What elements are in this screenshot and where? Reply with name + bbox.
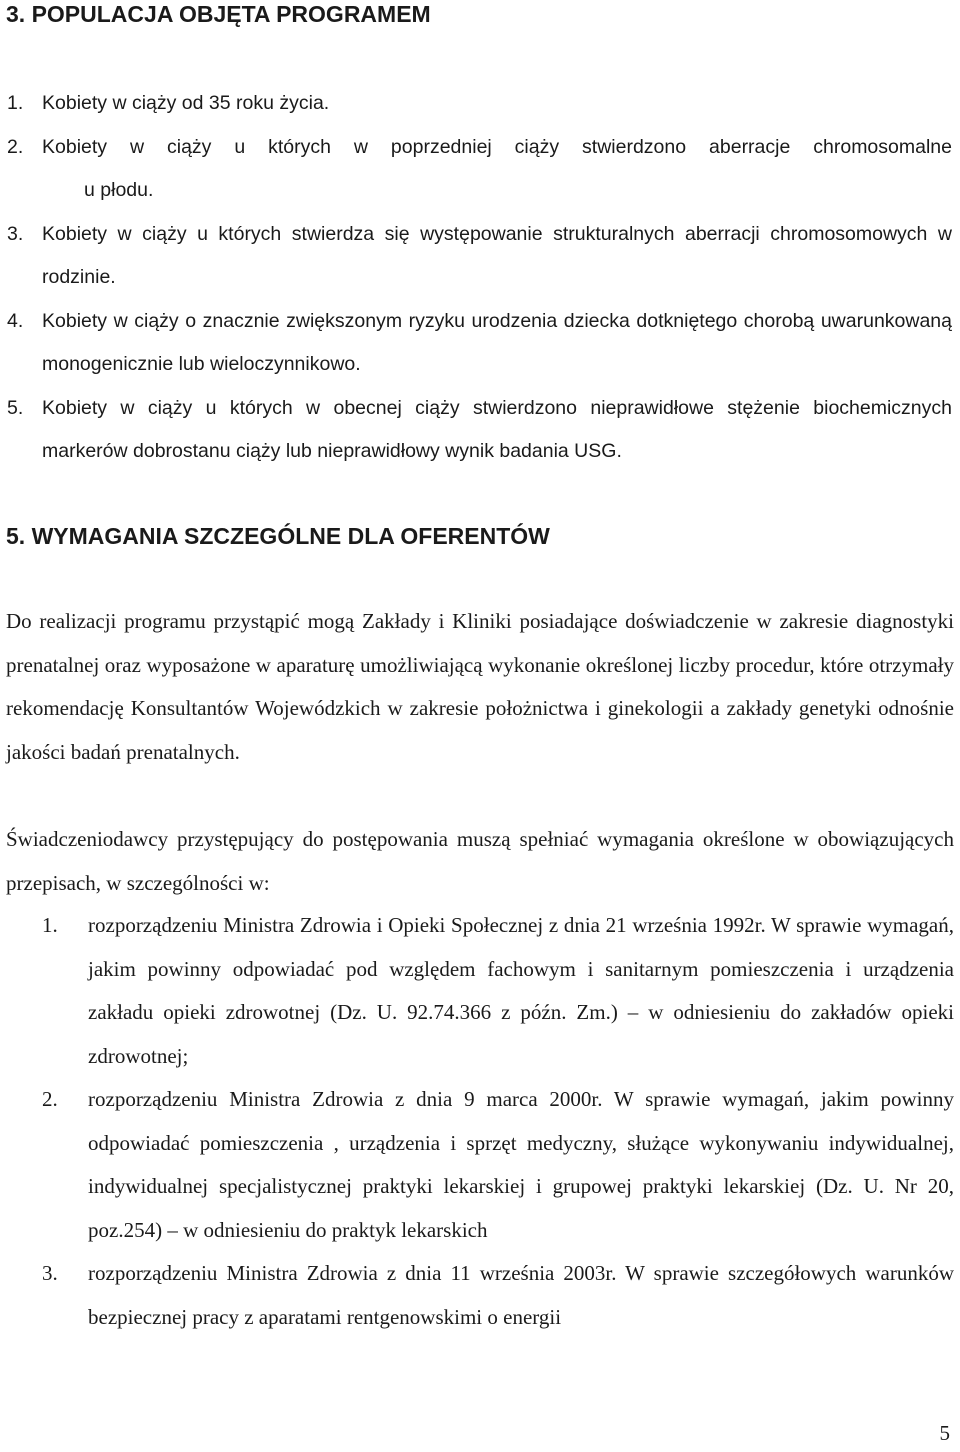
population-list [0,82,960,474]
page-number: 5 [939,1421,950,1445]
list-item [0,169,960,213]
list-item-number: 2. [42,1087,58,1111]
list-item-continuation: u płodu. [84,179,154,201]
list-item [0,300,960,387]
list-item-number: 1. [42,913,58,937]
list-item-number: 3. [42,1261,58,1285]
list-item-number: 4. [7,309,24,332]
paragraph-requirements: Do realizacji programu przystąpić mogą Zakłady i Kliniki posiadające doświadczenie w zakresie diagnostyki prenatalnej oraz wyposażone w aparaturę umożliwiającą wykonanie określonej liczby procedur, które otrzymały rekomendację Konsultantów Wojewódzkich w zakresie położnictwa i ginekologii a zakłady genetyki odnośnie jakości badań prenatalnych. [6,609,954,764]
list-item-text: rozporządzeniu Ministra Zdrowia i Opieki Społecznej z dnia 21 września 1992r. W sprawie wymagań, jakim powinny odpowiadać pod względem fachowym i sanitarnym pomieszczenia i urządzenia zakładu opieki zdrowotnej (Dz. U. 92.74.366 z późn. Zm.) – w odniesieniu do zakładów opieki zdrowotnej; [88,913,954,1068]
section-heading-requirements: 5. WYMAGANIA SZCZEGÓLNE DLA OFERENTÓW [6,523,550,549]
list-item-text: Kobiety w ciąży u których w poprzedniej ciąży stwierdzono aberracje chromosomalne [42,135,952,158]
list-item-number: 5. [7,396,24,419]
list-item-text: Kobiety w ciąży u których w obecnej ciąży stwierdzono nieprawidłowe stężenie biochemicznych markerów dobrostanu ciąży lub nieprawidłowy wynik badania USG. [42,396,952,462]
list-item [0,1252,960,1339]
list-item [0,126,960,170]
list-item-number: 3. [7,222,24,245]
list-item [0,387,960,474]
list-item-text: rozporządzeniu Ministra Zdrowia z dnia 9 marca 2000r. W sprawie wymagań, jakim powinny odpowiadać pomieszczenia , urządzenia i sprzęt medyczny, służące wykonywaniu indywidualnej, indywidualnej specjalistycznej praktyki lekarskiej i grupowej praktyki lekarskiej (Dz. U. Nr 20, poz.254) – w odniesieniu do praktyk lekarskich [88,1087,954,1242]
list-item [0,1078,960,1252]
paragraph-providers: Świadczeniodawcy przystępujący do postępowania muszą spełniać wymagania określone w obowiązujących przepisach, w szczególności w: [6,827,954,895]
section-heading-population: 3. POPULACJA OBJĘTA PROGRAMEM [6,1,431,27]
list-item-number: 1. [7,92,24,114]
list-item [0,904,960,1078]
list-item-number: 2. [7,135,24,158]
list-item [0,82,960,126]
list-item-text: Kobiety w ciąży od 35 roku życia. [42,92,330,114]
regulations-list [0,904,960,1339]
list-item-text: rozporządzeniu Ministra Zdrowia z dnia 11 września 2003r. W sprawie szczegółowych warunków bezpiecznej pracy z aparatami rentgenowskimi o energii [88,1261,954,1329]
list-item [0,213,960,300]
list-item-text: Kobiety w ciąży o znacznie zwiększonym ryzyku urodzenia dziecka dotkniętego chorobą uwarunkowaną monogenicznie lub wieloczynnikowo. [42,309,952,375]
list-item-text: Kobiety w ciąży u których stwierdza się występowanie strukturalnych aberracji chromosomowych w rodzinie. [42,222,952,288]
